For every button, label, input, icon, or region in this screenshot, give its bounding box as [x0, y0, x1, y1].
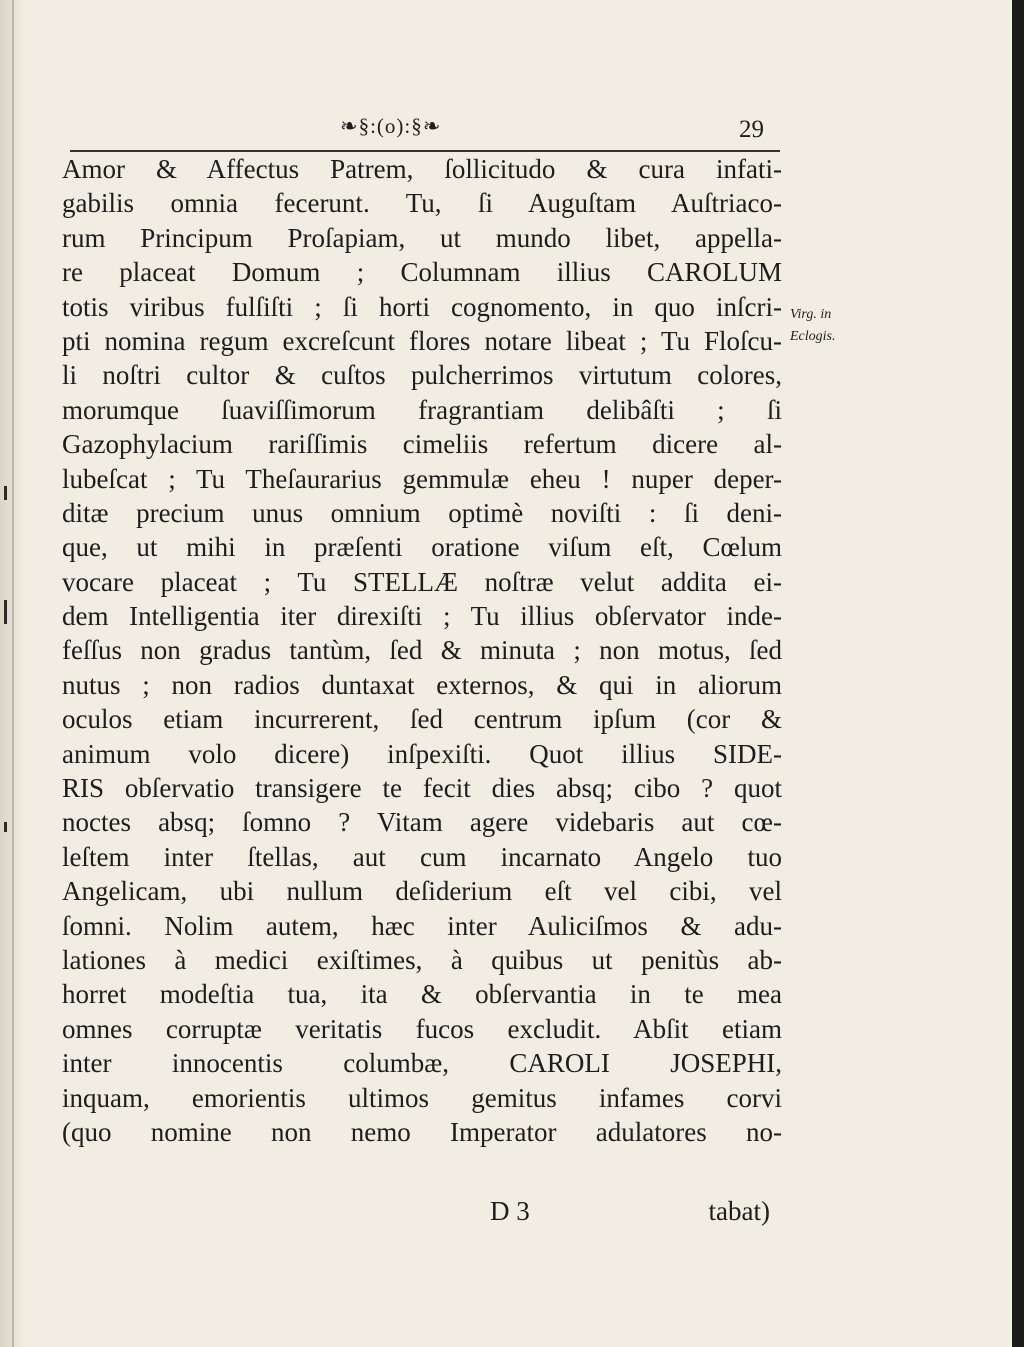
text-line: Gazophylacium rariſſimis cimeliis refertum dicere al- — [62, 429, 782, 460]
text-line: ſomni. Nolim autem, hæc inter Auliciſmos & adu- — [62, 910, 782, 941]
text-line: nutus ; non radios duntaxat externos, & qui in aliorum — [62, 669, 782, 700]
edge-mark — [4, 600, 7, 624]
text-line: totis viribus fulſiſti ; ſi horti cognomento, in quo inſcri- — [62, 291, 782, 322]
text-line: pti nomina regum excreſcunt flores notare libeat ; Tu Floſcu- — [62, 325, 782, 356]
text-line: Angelicam, ubi nullum deſiderium eſt vel cibi, vel — [62, 876, 782, 907]
signature-mark: D 3 — [490, 1196, 530, 1226]
text-line: omnes corruptæ veritatis fucos excludit. Abſit etiam — [62, 1013, 782, 1044]
edge-mark — [4, 822, 7, 832]
page-number: 29 — [739, 116, 764, 143]
text-line: Amor & Affectus Patrem, ſollicitudo & cura infati- — [62, 154, 782, 184]
binding-line — [12, 0, 14, 1347]
text-line: RIS obſervatio transigere te fecit dies absq; cibo ? quot — [62, 773, 782, 804]
text-line: morumque ſuaviſſimorum fragrantiam delibâſti ; ſi — [62, 394, 782, 425]
marginal-note-line: Virg. in — [790, 307, 832, 322]
text-line: dem Intelligentia iter direxiſti ; Tu illius obſervator inde- — [62, 601, 782, 632]
text-line: rum Principum Proſapiam, ut mundo libet, appella- — [62, 222, 782, 253]
running-header — [62, 106, 772, 150]
text-line: leſtem inter ſtellas, aut cum incarnato Angelo tuo — [62, 841, 782, 872]
text-line: lubeſcat ; Tu Theſaurarius gemmulæ eheu ! nuper deper- — [62, 463, 782, 494]
text-line: vocare placeat ; Tu STELLÆ noſtræ velut addita ei- — [62, 566, 782, 597]
edge-mark — [4, 486, 7, 500]
text-line: gabilis omnia fecerunt. Tu, ſi Auguſtam Auſtriaco- — [62, 188, 782, 219]
text-line: re placeat Domum ; Columnam illius CAROLUM — [62, 257, 782, 288]
marginal-note — [790, 304, 870, 348]
page-footer — [62, 1196, 782, 1236]
marginal-note-line: Eclogis. — [790, 329, 836, 344]
text-line: feſſus non gradus tantùm, ſed & minuta ; non motus, ſed — [62, 635, 782, 666]
text-line: noctes absq; ſomno ? Vitam agere videbaris aut cœ- — [62, 807, 782, 838]
text-line: (quo nomine non nemo Imperator adulatores no- — [62, 1116, 782, 1147]
text-line: oculos etiam incurrerent, ſed centrum ipſum (cor & — [62, 704, 782, 735]
catchword: tabat) — [708, 1196, 770, 1226]
text-line: inquam, emorientis ultimos gemitus infames corvi — [62, 1082, 782, 1113]
text-line: que, ut mihi in præſenti oratione viſum eſt, Cœlum — [62, 532, 782, 563]
text-line: inter innocentis columbæ, CAROLI JOSEPHI, — [62, 1048, 782, 1079]
text-line: li noſtri cultor & cuſtos pulcherrimos virtutum colores, — [62, 360, 782, 391]
body-text — [62, 152, 782, 1149]
text-line: animum volo dicere) inſpexiſti. Quot illius SIDE- — [62, 738, 782, 769]
text-line: lationes à medici exiſtimes, à quibus ut penitùs ab- — [62, 944, 782, 975]
header-ornament: ❧§:(o):§❧ — [340, 114, 442, 138]
text-line: horret modeſtia tua, ita & obſervantia in te mea — [62, 979, 782, 1010]
text-line: ditæ precium unus omnium optimè noviſti : ſi deni- — [62, 497, 782, 528]
